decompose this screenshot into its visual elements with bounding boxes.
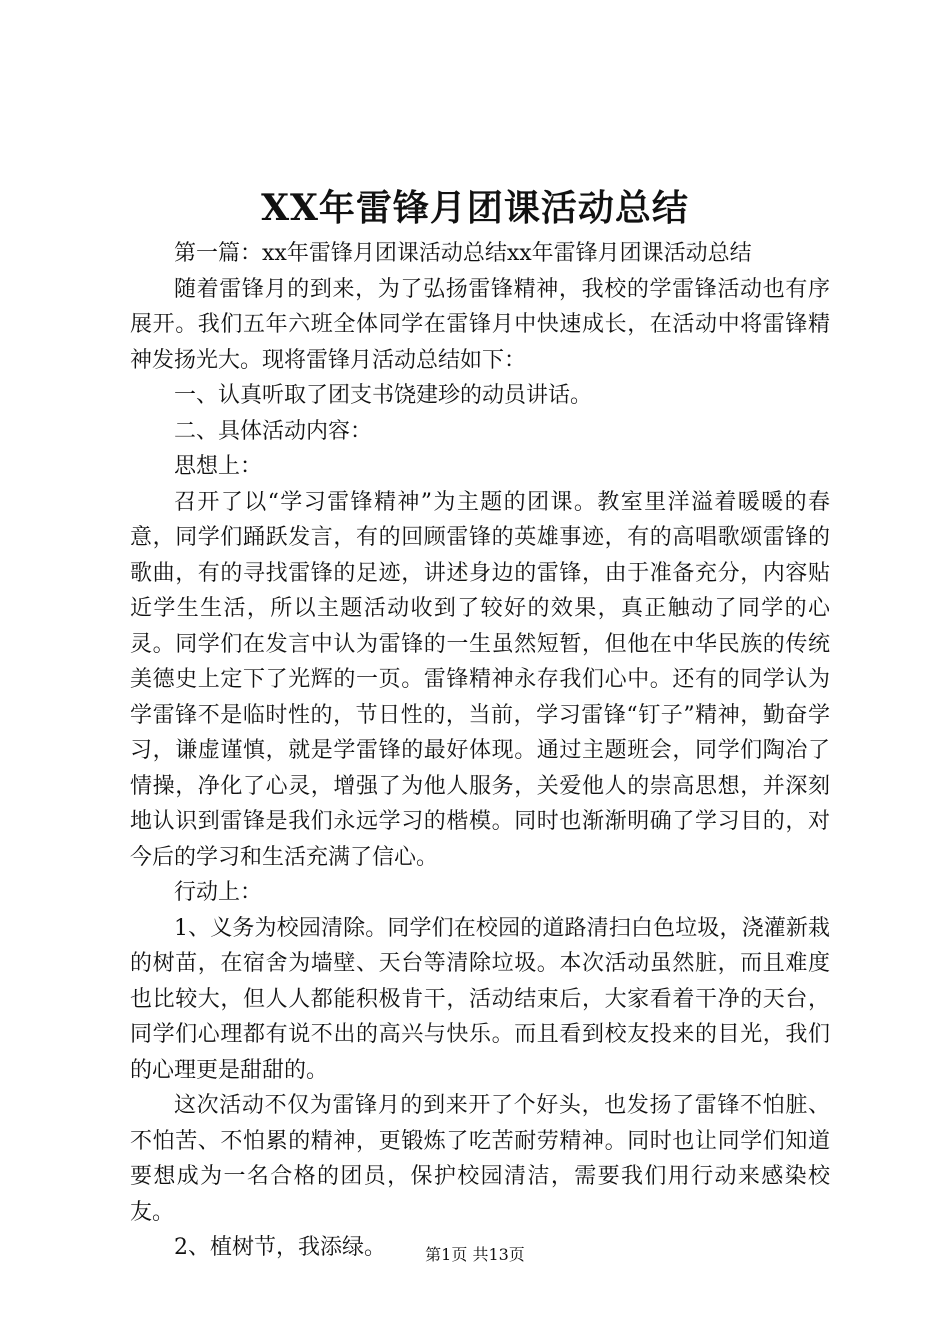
page-number-footer: 第1页 共13页	[425, 1245, 525, 1264]
paragraph: 二、具体活动内容：	[174, 418, 373, 444]
document-body	[130, 236, 830, 1266]
paragraph: 召开了以“学习雷锋精神”为主题的团课。教室里洋溢着暖暖的春意，同学们踊跃发言，有的回顾雷锋的英雄事迹，有的高唱歌颂雷锋的歌曲，有的寻找雷锋的足迹，讲述身边的雷锋，由于准备充分，内容贴近学生生活，所以主题活动收到了较好的效果，真正触动了同学的心灵。同学们在发言中认为雷锋的一生虽然短暂，但他在中华民族的传统美德史上定下了光辉的一页。雷锋精神永存我们心中。还有的同学认为学雷锋不是临时性的，节日性的，当前，学习雷锋“钉子”精神，勤奋学习，谦虚谨慎，就是学雷锋的最好体现。通过主题班会，同学们陶冶了情操，净化了心灵，增强了为他人服务，关爱他人的崇高思想，并深刻地认识到雷锋是我们永远学习的楷模。同时也渐渐明确了学习目的，对今后的学习和生活充满了信心。	[130, 489, 830, 870]
paragraph: 随着雷锋月的到来，为了弘扬雷锋精神，我校的学雷锋活动也有序展开。我们五年六班全体同学在雷锋月中快速成长，在活动中将雷锋精神发扬光大。现将雷锋月活动总结如下：	[130, 276, 830, 373]
paragraph: 这次活动不仅为雷锋月的到来开了个好头，也发扬了雷锋不怕脏、不怕苦、不怕累的精神，更锻炼了吃苦耐劳精神。同时也让同学们知道要想成为一名合格的团员，保护校园清洁，需要我们用行动来感染校友。	[130, 1093, 830, 1225]
document-title: XX年雷锋月团课活动总结	[261, 187, 689, 229]
paragraph: 一、认真听取了团支书饶建珍的动员讲话。	[174, 383, 593, 408]
paragraph: 1、义务为校园清除。同学们在校园的道路清扫白色垃圾，浇灌新栽的树苗，在宿舍为墙壁、天台等清除垃圾。本次活动虽然脏，而且难度也比较大，但人人都能积极肯干，活动结束后，大家看着干净的天台，同学们心理都有说不出的高兴与快乐。而且看到校友投来的目光，我们的心理更是甜甜的。	[130, 915, 830, 1083]
paragraph: 思想上：	[174, 454, 263, 479]
paragraph: 第一篇：xx年雷锋月团课活动总结xx年雷锋月团课活动总结	[174, 241, 752, 266]
paragraph: 行动上：	[174, 880, 263, 905]
paragraph: 2、植树节，我添绿。	[174, 1235, 386, 1260]
